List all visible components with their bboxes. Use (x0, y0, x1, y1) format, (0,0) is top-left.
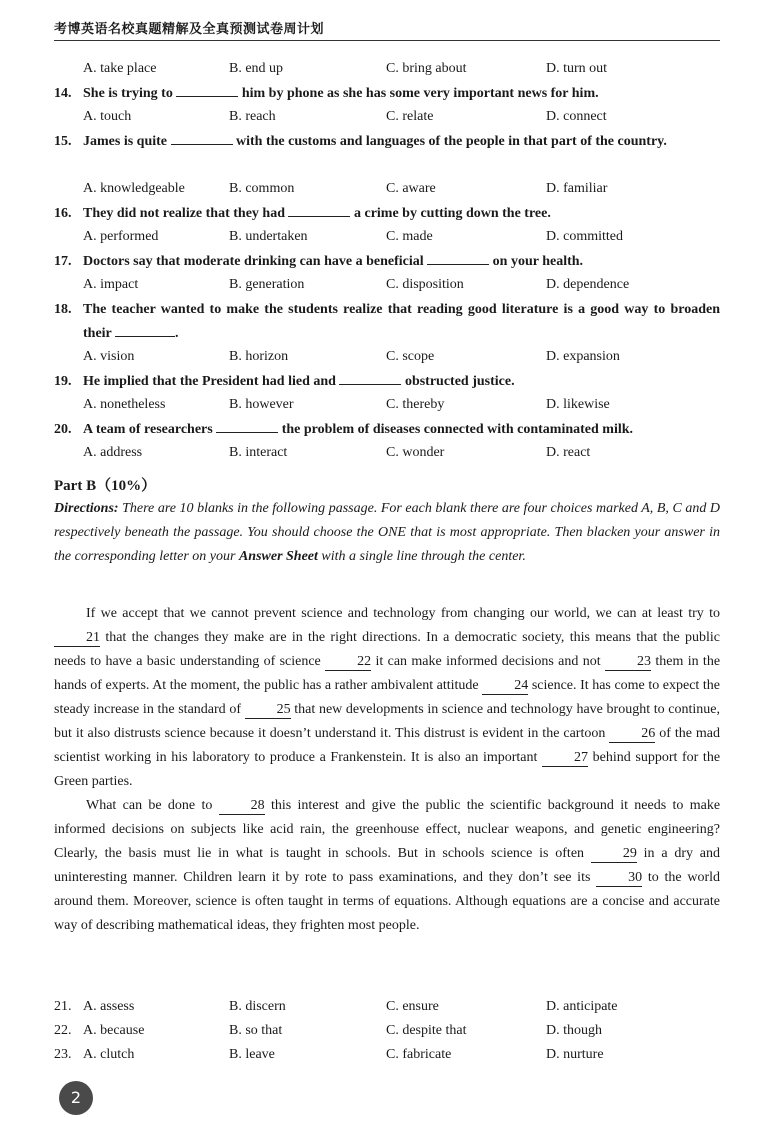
option-a: A. address (83, 445, 143, 460)
q19-options (0, 394, 762, 416)
option-a: A. nonetheless (83, 397, 166, 412)
answer-21 (54, 995, 720, 1019)
option-c: C. despite that (386, 1023, 467, 1038)
question-number: 17. (54, 254, 72, 269)
option-a: A. impact (83, 277, 139, 292)
option-b: B. reach (229, 109, 276, 124)
question-text: Doctors say that moderate drinking can have a beneficial on your health. (83, 254, 584, 269)
option-d: D. likewise (546, 397, 610, 412)
q13-option-c: C. bring about (386, 61, 467, 76)
page-number-badge: 2 (59, 1081, 93, 1115)
answer-blank (216, 432, 278, 433)
passage-paragraph-2: What can be done to 28 this interest and give the public the scientific background it needs to make informed decisions on subjects like acid rain, the greenhouse effect, nuclear weapons, and genetic engineering? Clearly, the basis must lie in what is taught in schools. But in schools science is often 29 in a dry and uninteresting manner. Children learn it by rote to pass examinations, and they don’t see its 30 to the world around them. Moreover, science is often taught in terms of equations. Although equations are a concise and accurate way of describing mathematical ideas, they frighten most people. (54, 798, 721, 933)
option-b: B. leave (229, 1047, 275, 1062)
answer-blank (339, 384, 401, 385)
option-a: A. touch (83, 109, 132, 124)
answer-blank (427, 264, 489, 265)
option-d: D. anticipate (546, 999, 618, 1014)
question-text: A team of researchers the problem of diseases connected with contaminated milk. (83, 422, 634, 437)
question-number: 18. (54, 302, 72, 317)
directions-label: Directions: (54, 501, 119, 516)
option-a: A. clutch (83, 1047, 135, 1062)
passage (54, 602, 720, 938)
blank-22: 22 (325, 654, 371, 671)
question-number: 14. (54, 86, 72, 101)
part-b-title: Part B（10%） (54, 478, 157, 494)
option-b: B. discern (229, 999, 286, 1014)
blank-30: 30 (596, 870, 642, 887)
question-16 (54, 202, 720, 226)
option-d: D. expansion (546, 349, 620, 364)
option-b: B. interact (229, 445, 288, 460)
option-c: C. wonder (386, 445, 445, 460)
answer-blank (176, 96, 238, 97)
answer-blank (288, 216, 350, 217)
q13-option-d: D. turn out (546, 61, 608, 76)
blank-23: 23 (605, 654, 651, 671)
option-b: B. undertaken (229, 229, 308, 244)
question-14 (54, 82, 720, 106)
option-c: C. relate (386, 109, 434, 124)
question-number: 16. (54, 206, 72, 221)
option-a: A. assess (83, 999, 135, 1014)
q17-options (0, 274, 762, 296)
option-c: C. scope (386, 349, 435, 364)
option-d: D. familiar (546, 181, 608, 196)
q13-options (0, 58, 762, 80)
answer-number: 23. (54, 1047, 72, 1062)
q15-options (0, 178, 762, 200)
question-number: 19. (54, 374, 72, 389)
answer-number: 22. (54, 1023, 72, 1038)
blank-25: 25 (245, 702, 291, 719)
blank-24: 24 (482, 678, 528, 695)
option-d: D. though (546, 1023, 602, 1038)
option-d: D. committed (546, 229, 623, 244)
option-c: C. made (386, 229, 433, 244)
option-c: C. fabricate (386, 1047, 452, 1062)
blank-29: 29 (591, 846, 637, 863)
option-c: C. thereby (386, 397, 445, 412)
q13-option-b: B. end up (229, 61, 284, 76)
question-text: James is quite with the customs and languages of the people in that part of the country. (83, 134, 667, 149)
option-b: B. horizon (229, 349, 289, 364)
q13-option-a: A. take place (83, 61, 157, 76)
question-text: The teacher wanted to make the students realize that reading good literature is a good way to broaden their . (83, 302, 720, 341)
blank-26: 26 (609, 726, 655, 743)
q20-options (0, 442, 762, 464)
option-a: A. performed (83, 229, 159, 244)
answer-blank (115, 336, 175, 337)
blank-27: 27 (542, 750, 588, 767)
option-d: D. nurture (546, 1047, 604, 1062)
option-b: B. common (229, 181, 295, 196)
option-d: D. react (546, 445, 591, 460)
answer-number: 21. (54, 999, 72, 1014)
answer-23 (54, 1043, 720, 1067)
question-number: 15. (54, 134, 72, 149)
q16-options (0, 226, 762, 248)
blank-28: 28 (219, 798, 265, 815)
q18-options (0, 346, 762, 368)
header-rule (54, 40, 720, 41)
option-a: A. because (83, 1023, 145, 1038)
question-text: They did not realize that they had a crime by cutting down the tree. (83, 206, 551, 221)
q14-options (0, 106, 762, 128)
option-b: B. however (229, 397, 294, 412)
option-b: B. generation (229, 277, 305, 292)
option-d: D. connect (546, 109, 607, 124)
option-d: D. dependence (546, 277, 630, 292)
option-b: B. so that (229, 1023, 283, 1038)
question-19 (54, 370, 720, 394)
answer-blank (171, 144, 233, 145)
option-c: C. aware (386, 181, 436, 196)
option-c: C. ensure (386, 999, 439, 1014)
question-20 (54, 418, 720, 442)
question-text: She is trying to him by phone as she has some very important news for him. (83, 86, 599, 101)
option-a: A. vision (83, 349, 135, 364)
question-number: 20. (54, 422, 72, 437)
question-text: He implied that the President had lied and obstructed justice. (83, 374, 515, 389)
answer-sheet-label: Answer Sheet (238, 549, 318, 564)
option-c: C. disposition (386, 277, 464, 292)
running-header: 考博英语名校真题精解及全真预测试卷周计划 (54, 22, 325, 37)
directions: Directions: There are 10 blanks in the following passage. For each blank there are four choices marked A, B, C and D respectively beneath the passage. You should choose the ONE that is most appropriate. Then blacken your answer in the corresponding letter on your Answer Sheet with a single line through the center. (54, 501, 721, 564)
question-18 (54, 298, 720, 346)
passage-paragraph-1: If we accept that we cannot prevent science and technology from changing our world, we can at least try to 21 that the changes they make are in the right directions. In a democratic society, this means that the public needs to have a basic understanding of science 22 it can make informed decisions and not 23 them in the hands of experts. At the moment, the public has a rather ambivalent attitude 24 science. It has come to expect the steady increase in the standard of 25 that new developments in science and technology have brought to continue, but it also distrusts science because it doesn’t understand it. This distrust is evident in the cartoon 26 of the mad scientist working in his laboratory to produce a Frankenstein. It is also an important 27 behind support for the Green parties. (54, 606, 721, 789)
question-15 (54, 130, 720, 178)
blank-21: 21 (54, 630, 100, 647)
question-17 (54, 250, 720, 274)
answer-22 (54, 1019, 720, 1043)
option-a: A. knowledgeable (83, 181, 185, 196)
